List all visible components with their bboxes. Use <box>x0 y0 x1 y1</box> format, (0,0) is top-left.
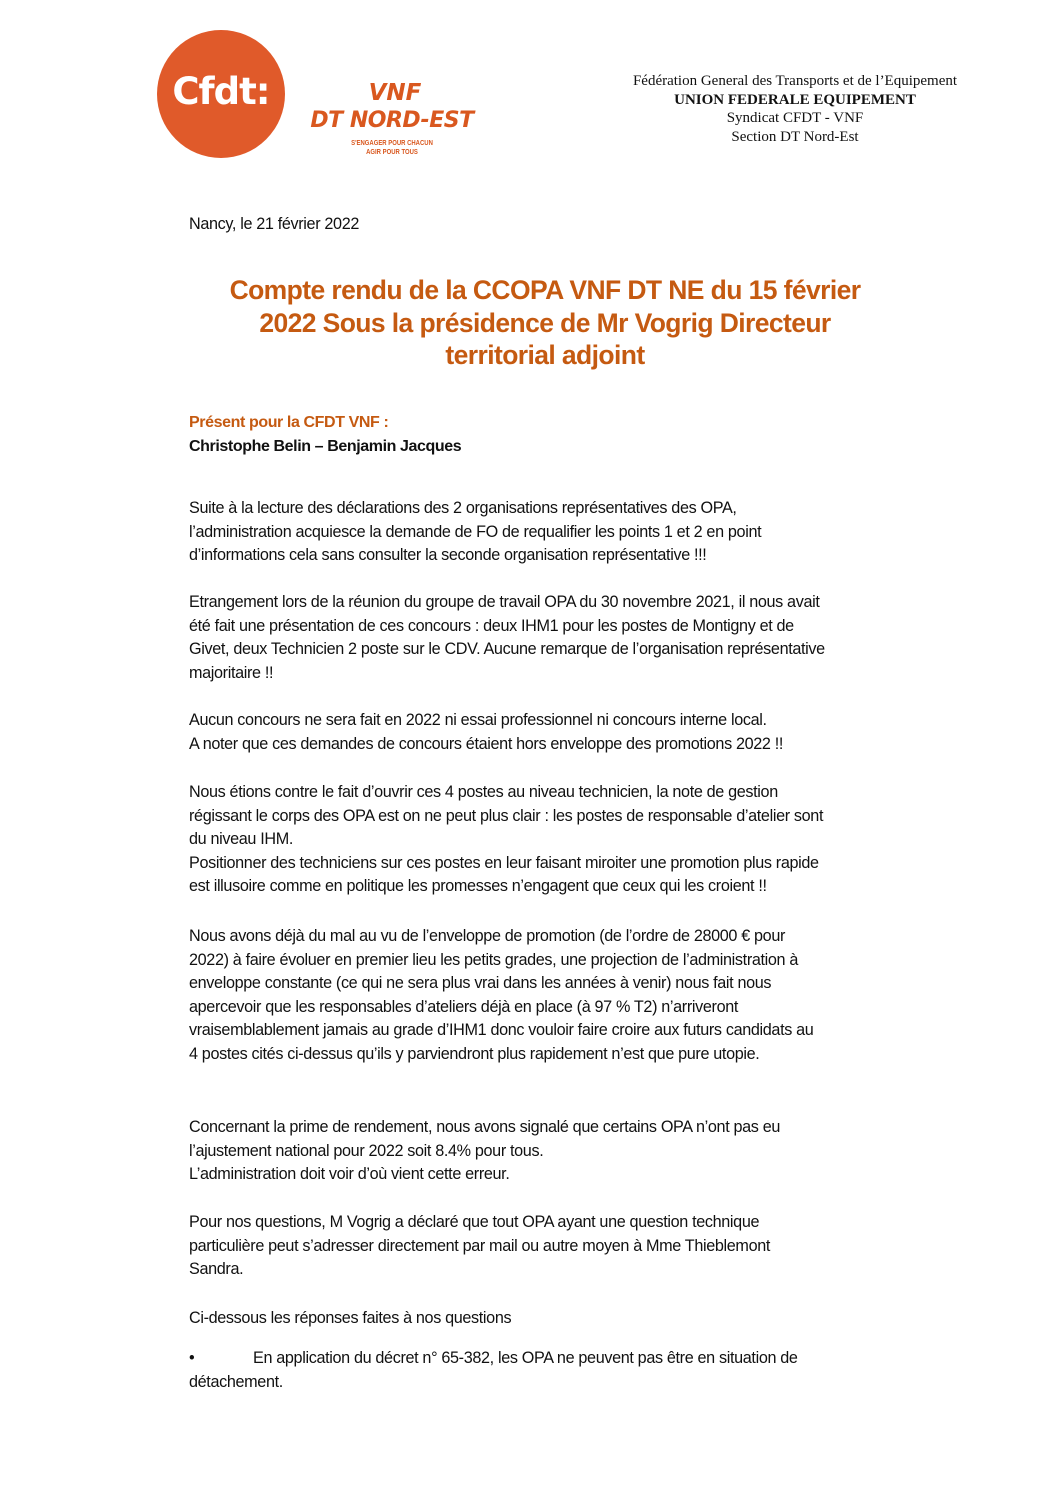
paragraph-line: Sandra. <box>189 1260 244 1279</box>
bullet-icon: • <box>189 1349 195 1367</box>
paragraph-line: Positionner des techniciens sur ces postes en leur faisant miroiter une promotion plus rapide <box>189 853 819 872</box>
paragraph-line: Nous étions contre le fait d’ouvrir ces 4 postes au niveau technicien, la note de gestion <box>189 783 778 801</box>
paragraph-line: A noter que ces demandes de concours étaient hors enveloppe des promotions 2022 !! <box>189 734 784 753</box>
paragraph-line: enveloppe constante (ce qui ne sera plus vrai dans les années à venir) nous fait nous <box>189 974 772 993</box>
logo-tagline-line1: S'ENGAGER POUR CHACUN <box>351 140 433 147</box>
paragraph-4 <box>189 781 949 899</box>
paragraph-line: Givet, deux Technicien 2 poste sur le CDV. Aucune remarque de l’organisation représentative <box>189 640 825 659</box>
paragraph-line: l’ajustement national pour 2022 soit 8.4% pour tous. <box>189 1141 544 1160</box>
bullet-text-line2: détachement. <box>189 1372 283 1391</box>
logo-tagline <box>314 139 470 157</box>
paragraph-line: régissant le corps des OPA est on ne peut plus clair : les postes de responsable d’atelier sont <box>189 806 824 825</box>
logo-vnf-text: VNF <box>368 80 422 106</box>
paragraph-line: vraisemblablement jamais au grade d’IHM1 donc vouloir faire croire aux futurs candidats au <box>189 1021 814 1040</box>
present-names: Christophe Belin – Benjamin Jacques <box>189 438 462 455</box>
logo-tagline-line2: AGIR POUR TOUS <box>366 149 418 156</box>
paragraph-7 <box>189 1211 949 1282</box>
paragraph-line: Nous avons déjà du mal au vu de l’enveloppe de promotion (de l’ordre de 28000 € pour <box>189 927 786 945</box>
paragraph-3 <box>189 709 949 756</box>
paragraph-8 <box>189 1307 949 1331</box>
federation-name: Fédération General des Transports et de l’Equipement <box>632 73 958 89</box>
paragraph-1 <box>189 497 949 568</box>
paragraph-2 <box>189 591 949 685</box>
section-name: Section DT Nord-Est <box>731 128 859 145</box>
paragraph-line: majoritaire !! <box>189 663 274 682</box>
union-name: UNION FEDERALE EQUIPEMENT <box>674 91 916 108</box>
paragraph-6 <box>189 1116 949 1187</box>
paragraph-line: été fait une présentation de ces concours : deux IHM1 pour les postes de Montigny et de <box>189 616 794 635</box>
paragraph-line: 4 postes cités ci-dessus qu’ils y parviendront plus rapidement n’est que pure utopie. <box>189 1044 760 1063</box>
paragraph-line: L’administration doit voir d’où vient cette erreur. <box>189 1165 510 1184</box>
syndicat-name: Syndicat CFDT - VNF <box>726 110 864 126</box>
paragraph-line: l’administration acquiesce la demande de FO de requalifier les points 1 et 2 en point <box>189 522 762 541</box>
title-line-3: territorial adjoint <box>445 340 645 370</box>
date-line: Nancy, le 21 février 2022 <box>189 215 360 233</box>
title-line-1: Compte rendu de la CCOPA VNF DT NE du 15 février <box>229 275 861 305</box>
paragraph-line: Suite à la lecture des déclarations des 2 organisations représentatives des OPA, <box>189 499 737 517</box>
bullet-item <box>189 1347 949 1394</box>
bullet-text-line1: En application du décret n° 65-382, les OPA ne peuvent pas être en situation de <box>253 1349 798 1367</box>
title-line-2: 2022 Sous la présidence de Mr Vogrig Directeur <box>259 307 831 338</box>
paragraph-line: du niveau IHM. <box>189 830 293 849</box>
cfdt-logo <box>157 30 285 158</box>
paragraph-line: Pour nos questions, M Vogrig a déclaré que tout OPA ayant une question technique <box>189 1213 760 1231</box>
document-title <box>180 274 910 372</box>
logo-dt-nord-est-text: DT NORD-EST <box>310 108 474 133</box>
paragraph-line: est illusoire comme en politique les promesses n’engagent que ceux qui les croient !! <box>189 877 767 896</box>
paragraph-line: d’informations cela sans consulter la seconde organisation représentative !!! <box>189 546 707 565</box>
paragraph-line: Aucun concours ne sera fait en 2022 ni essai professionnel ni concours interne local. <box>189 711 767 729</box>
paragraph-line: particulière peut s’adresser directement par mail ou autre moyen à Mme Thieblemont <box>189 1236 771 1255</box>
paragraph-line: Concernant la prime de rendement, nous avons signalé que certains OPA n’ont pas eu <box>189 1118 781 1136</box>
federation-header <box>600 72 990 146</box>
cfdt-logo-text: Cfdt: <box>172 69 270 113</box>
paragraph-line: apercevoir que les responsables d’ateliers déjà en place (à 97 % T2) n’arriveront <box>189 997 739 1016</box>
paragraph-line: 2022) à faire évoluer en premier lieu les petits grades, une projection de l’administration à <box>189 950 799 969</box>
paragraph-5 <box>189 925 949 1067</box>
present-label: Présent pour la CFDT VNF : <box>189 414 389 431</box>
paragraph-line: Etrangement lors de la réunion du groupe de travail OPA du 30 novembre 2021, il nous avait <box>189 593 820 611</box>
paragraph-line: Ci-dessous les réponses faites à nos questions <box>189 1309 512 1327</box>
